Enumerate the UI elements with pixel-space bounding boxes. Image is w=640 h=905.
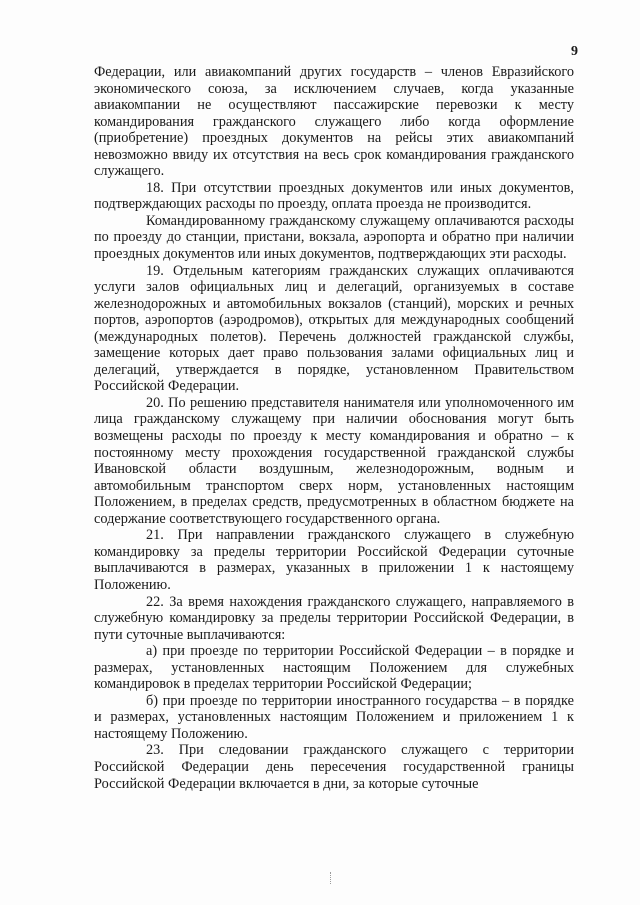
paragraph-19: 19. Отдельным категориям гражданских служащих оплачиваются услуги залов официальных лиц и делегаций, организуемых в составе железнодорожных и автомобильных вокзалов (станций), морских и речных портов, аэропортов (аэродромов), открытых для международных сообщений (международных полетов). Перечень должностей гражданской службы, замещение которых дает право пользования залами официальных лиц и делегаций, утверждается в порядке, установленном Правительством Российской Федерации. <box>94 262 574 395</box>
page-number: 9 <box>571 44 578 59</box>
paragraph-22-b: б) при проезде по территории иностранного государства – в порядке и размерах, установленных настоящим Положением и приложением 1 к настоящему Положению. <box>94 692 574 742</box>
paragraph-18: 18. При отсутствии проездных документов или иных документов, подтверждающих расходы по проезду, оплата проезда не производится. <box>94 179 574 213</box>
paragraph-18-travel-to-station: Командированному гражданскому служащему оплачиваются расходы по проезду до станции, пристани, вокзала, аэропорта и обратно при наличии проездных документов или иных документов, подтверждающих эти расходы. <box>94 212 574 263</box>
paragraph-continuation: Федерации, или авиакомпаний других государств – членов Евразийского экономического союза, за исключением случаев, когда указанные авиакомпании не осуществляют пассажирские перевозки к месту командирования гражданского служащего либо когда оформление (приобретение) проездных документов на рейсы этих авиакомпаний невозможно ввиду их отсутствия на весь срок командирования гражданского служащего. <box>94 64 574 180</box>
scan-mark <box>330 872 332 884</box>
paragraph-20: 20. По решению представителя нанимателя или уполномоченного им лица гражданскому служащему при наличии обоснования могут быть возмещены расходы по проезду к месту командирования и обратно – к постоянному месту прохождения государственной гражданской службы Ивановской области воздушным, железнодорожным, водным и автомобильным транспортом сверх норм, установленных настоящим Положением, в пределах средств, предусмотренных в областном бюджете на содержание соответствующего государственного органа. <box>94 394 574 527</box>
paragraph-23: 23. При следовании гражданского служащего с территории Российской Федерации день пересечения государственной границы Российской Федерации включается в дни, за которые суточные <box>94 742 574 792</box>
paragraph-21: 21. При направлении гражданского служащего в служебную командировку за пределы территории Российской Федерации суточные выплачиваются в размерах, указанных в приложении 1 к настоящему Положению. <box>94 527 574 593</box>
paragraph-22: 22. За время нахождения гражданского служащего, направляемого в служебную командировку за пределы территории Российской Федерации, в пути суточные выплачиваются: <box>94 593 574 643</box>
paragraph-22-a: а) при проезде по территории Российской Федерации – в порядке и размерах, установленных настоящим Положением для служебных командировок в пределах территории Российской Федерации; <box>94 643 574 693</box>
document-body <box>94 64 574 792</box>
